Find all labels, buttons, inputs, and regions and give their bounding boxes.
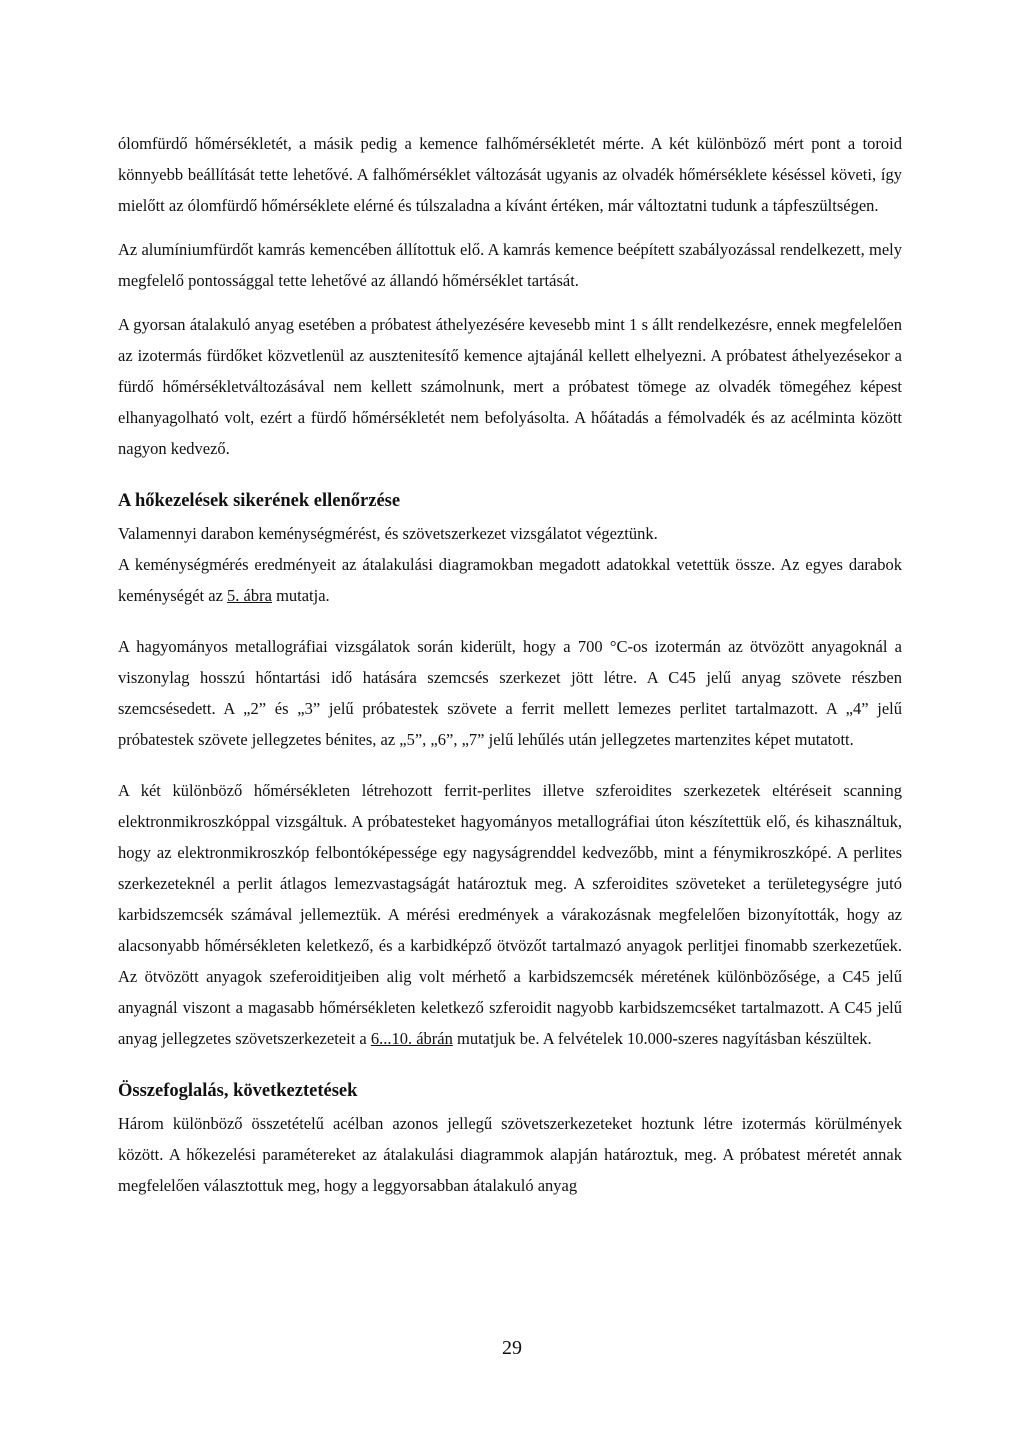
section-heading-heat-treatment-check: A hőkezelések sikerének ellenőrzése [118, 491, 401, 511]
section-heading-conclusions: Összefoglalás, következtetések [118, 1081, 358, 1101]
paragraph-hardness-results [118, 549, 902, 611]
paragraph-hardness-measurement: Valamennyi darabon keménységmérést, és szövetszerkezet vizsgálatot végeztünk. [118, 524, 658, 543]
text: mutatja. [271, 586, 330, 605]
document-page [118, 128, 902, 1201]
paragraph-aluminium-bath: Az alumíniumfürdőt kamrás kemencében állítottuk elő. A kamrás kemence beépített szabályozással rendelkezett, mely megfelelő pontossággal tette lehetővé az állandó hőmérséklet tartását. [118, 240, 902, 290]
paragraph-metallography: A hagyományos metallográfiai vizsgálatok során kiderült, hogy a 700 °C-os izotermán az ötvözött anyagoknál a viszonylag hosszú hőntartási idő hatására szemcsés szerkezet jött létre. A C45 jelű anyag szövete részben szemcsésedett. A „2” és „3” jelű próbatestek szövete a ferrit mellett lemezes perlitet tartalmazott. A „4” jelű próbatestek szövete jellegzetes bénites, az „5”, „6”, „7” jelű lehűlés után jellegzetes martenzites képet mutatott. [118, 637, 902, 749]
text: A keménységmérés eredményeit az átalakulási diagramokban megadott adatokkal vetettük össze. Az egyes darabok keménységét az [118, 555, 902, 605]
figure-reference-link[interactable]: 5. ábra [227, 586, 272, 605]
paragraph-specimen-transfer: A gyorsan átalakuló anyag esetében a próbatest áthelyezésére kevesebb mint 1 s állt rendelkezésre, ennek megfelelően az izotermás fürdőket közvetlenül az ausztenitesítő kemence ajtajánál kellett elhelyezni. A próbatest áthelyezésekor a fürdő hőmérsékletváltozásával nem kellett számolnunk, mert a próbatest tömege az olvadék tömegéhez képest elhanyagolható volt, ezért a fürdő hőmérsékletét nem befolyásolta. A hőátadás a fémolvadék és az acélminta között nagyon kedvező. [118, 315, 902, 458]
paragraph-conclusions: Három különböző összetételű acélban azonos jellegű szövetszerkezeteket hoztunk létre izotermás körülmények között. A hőkezelési paramétereket az átalakulási diagrammok alapján határoztuk, meg. A próbatest méretét annak megfelelően választottuk meg, hogy a leggyorsabban átalakuló anyag [118, 1114, 902, 1195]
page-number: 29 [502, 1337, 522, 1359]
paragraph-lead-bath-temperature: ólomfürdő hőmérsékletét, a másik pedig a kemence falhőmérsékletét mérte. A két különböző mért pont a toroid könnyebb beállítását tette lehetővé. A falhőmérséklet változását ugyanis az olvadék hőmérséklete késéssel követi, így mielőtt az ólomfürdő hőmérséklete elérné és túlszaladna a kívánt értéken, már változtatni tudunk a tápfeszültségen. [118, 134, 902, 215]
text: A két különböző hőmérsékleten létrehozott ferrit-perlites illetve szferoidites szerkezetek eltéréseit scanning elektronmikroszkóppal vizsgáltuk. A próbatesteket hagyományos metallográfiai úton készítettük elő, és kihasználtuk, hogy az elektronmikroszkóp felbontóképessége egy nagyságrenddel kedvezőbb, mint a fénymikroszkópé. A perlites szerkezeteknél a perlit átlagos lemezvastagságát határoztuk meg. A szferoidites szöveteket a területegységre jutó karbidszemcsék számával jellemeztük. A mérési eredmények a várakozásnak megfelelően bizonyították, hogy az alacsonyabb hőmérsékleten keletkező, és a karbidképző ötvözőt tartalmazó anyagok perlitjei finomabb szerkezetűek. Az ötvözött anyagok szeferoiditjeiben alig volt mérhető a karbidszemcsék méretének különbözősége, a C45 jelű anyagnál viszont a magasabb hőmérsékleten keletkező szferoidit nagyobb karbidszemcséket tartalmazott. A C45 jelű anyag jellegzetes szövetszerkezeteit a [118, 781, 902, 1048]
text: mutatjuk be. A felvételek 10.000-szeres nagyításban készültek. [452, 1029, 872, 1048]
figure-reference-link[interactable]: 6...10. ábrán [370, 1029, 453, 1048]
paragraph-electron-microscopy [118, 775, 902, 1054]
